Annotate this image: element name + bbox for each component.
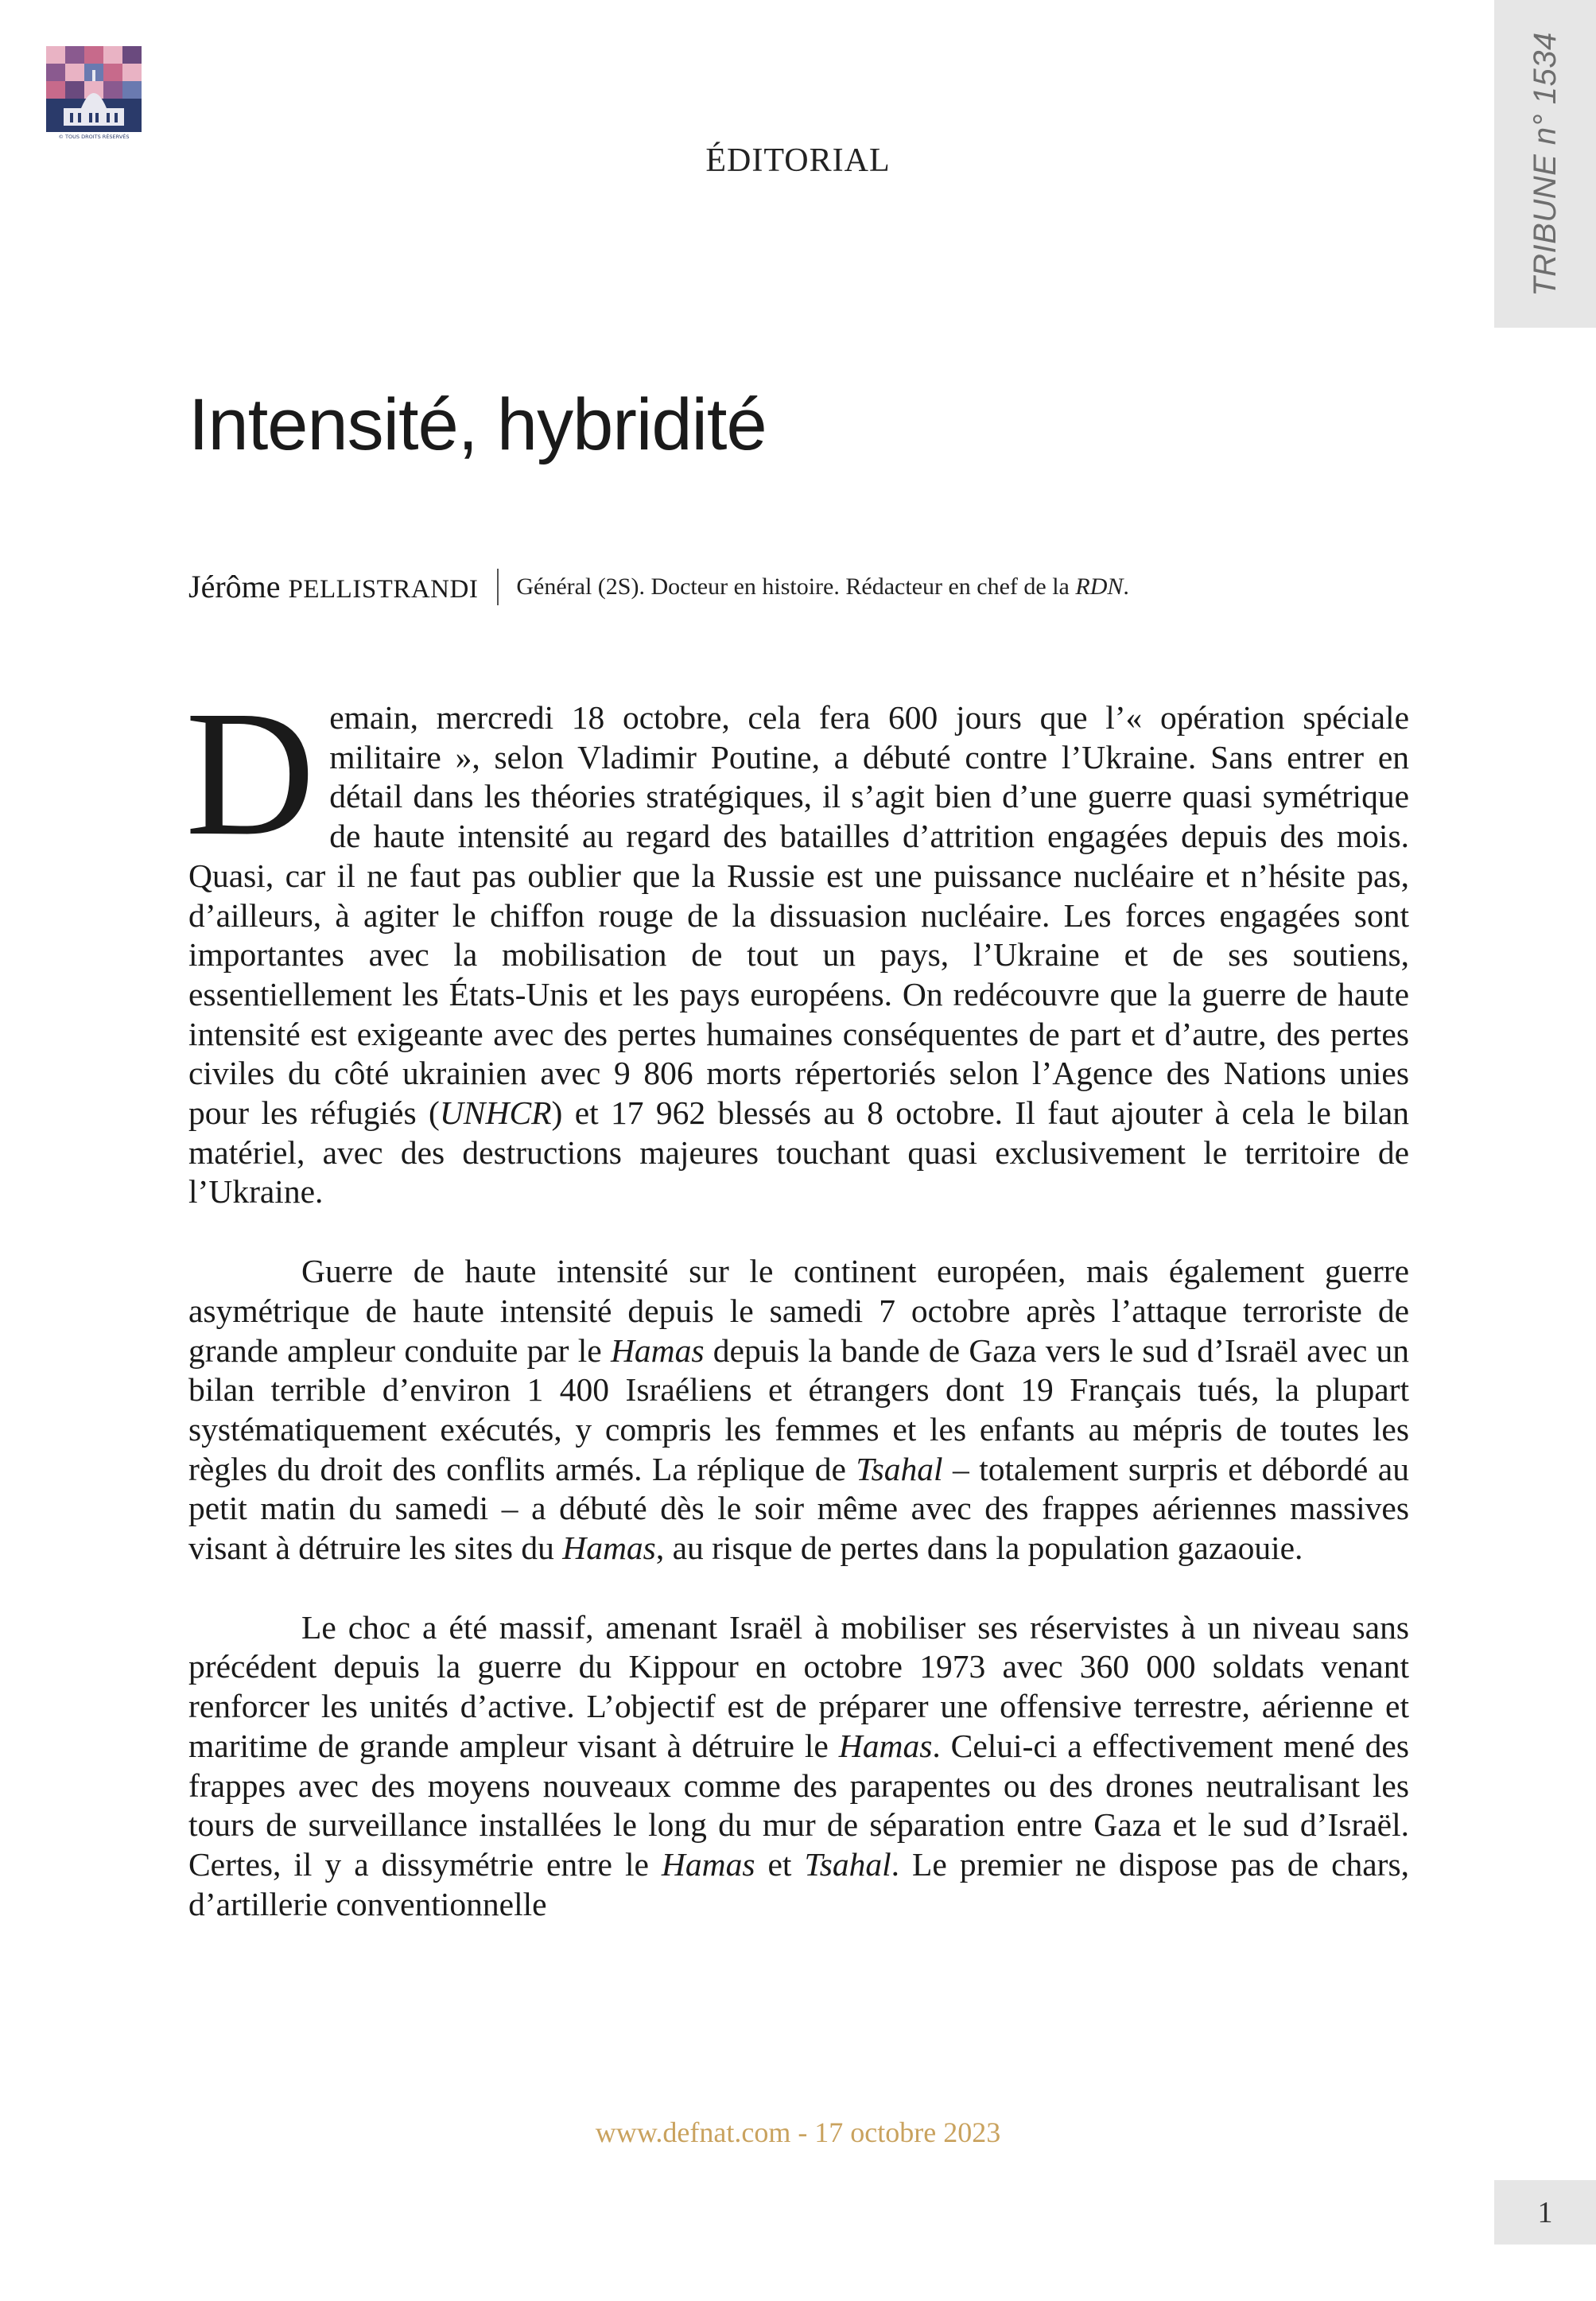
paragraph-2: [188, 1252, 1409, 1568]
article-body: [185, 674, 1410, 1964]
author-bio-journal: RDN: [1075, 573, 1124, 600]
paragraph-2-text-d: , au risque de pertes dans la population gazaouie.: [655, 1529, 1303, 1567]
section-heading: ÉDITORIAL: [705, 142, 891, 179]
paragraph-3-text-c: et: [755, 1845, 805, 1883]
tribune-number: TRIBUNE n° 1534: [1527, 31, 1563, 297]
paragraph-3-text-d: . Le premier ne dispose pas de chars, d’artillerie conventionnelle: [188, 1845, 1410, 1922]
byline-divider: [497, 569, 499, 605]
article-title: Intensité, hybridité: [188, 384, 767, 465]
paragraph-1-text: emain, mercredi 18 octobre, cela fera 600 jours que l’« opération spéciale militaire », selon Vladimir Poutine, a débuté contre l’Ukraine. Sans entrer en détail dans les théories stratégiques, il s’agit bien d’une guerre quasi symétrique de haute intensité au regard des batailles d’attrition engagées depuis des mois. Quasi, car il ne faut pas oublier que la Russie est une puissance nucléaire et n’hésite pas, d’ailleurs, à agiter le chiffon rouge de la dissuasion nucléaire. Les forces engagées sont importantes avec la mobilisation de tout un pays, l’Ukraine et de ses soutiens, essentiellement les États-Unis et les pays européens. On redécouvre que la guerre de haute intensité est exigeante avec des pertes humaines conséquentes de part et d’autre, des pertes civiles du côté ukrainien avec 9 806 morts répertoriés selon l’Agence des Nations unies pour les réfugiés (: [188, 699, 1409, 1132]
svg-text:© TOUS DROITS RÉSERVÉS: © TOUS DROITS RÉSERVÉS: [58, 134, 130, 140]
paragraph-2-text-b: depuis la bande de Gaza vers le sud d’Israël avec un bilan terrible d’environ 1 400 Israéliens et étrangers dont 19 Français tués, la plupart systématiquement exécutés, y compris les femmes et les enfants au mépris de toutes les règles du droit des conflits armés. La réplique de: [188, 1331, 1410, 1487]
paragraph-2-text-c: – totalement surpris et débordé au petit matin du samedi – a débuté dès le soir même avec des frappes aériennes massives visant à détruire les sites du: [188, 1450, 1409, 1567]
author-bio: [516, 573, 1129, 601]
paragraph-2-italic-1: Hamas: [610, 1331, 705, 1369]
paragraph-3: [188, 1608, 1409, 1925]
author-last-name: PELLISTRANDI: [288, 575, 479, 604]
author-bio-end: .: [1123, 573, 1129, 600]
drop-cap: D: [185, 674, 316, 873]
paragraph-1-italic: UNHCR: [439, 1094, 552, 1132]
invalides-dome-icon: [46, 46, 142, 140]
paragraph-3-italic-2: Hamas: [661, 1845, 755, 1883]
author-bio-text: Général (2S). Docteur en histoire. Rédacteur en chef de la: [516, 573, 1076, 600]
paragraph-2-italic-3: Hamas: [562, 1529, 656, 1567]
paragraph-3-text-b: . Celui-ci a effectivement mené des frappes avec des moyens nouveaux comme des parapentes ou des drones neutralisant les tours de surveillance installées le long du mur de séparation entre Gaza et le sud d’Israël. Certes, il y a dissymétrie entre le: [188, 1727, 1409, 1883]
page-number: 1: [1494, 2180, 1596, 2245]
paragraph-3-italic-1: Hamas: [838, 1727, 933, 1764]
paragraph-2-text-a: Guerre de haute intensité sur le continent européen, mais également guerre asymétrique de haute intensité depuis le samedi 7 octobre après l’attaque terroriste de grande ampleur conduite par le: [188, 1253, 1409, 1369]
paragraph-1: [185, 674, 1409, 1212]
author-name: [188, 568, 478, 605]
paragraph-1-end: ) et 17 962 blessés au 8 octobre. Il faut ajouter à cela le bilan matériel, avec des destructions majeures touchant quasi exclusivement le territoire de l’Ukraine.: [188, 1094, 1409, 1211]
footer-url-date: www.defnat.com - 17 octobre 2023: [595, 2116, 1001, 2148]
author-first-name: Jérôme: [188, 569, 289, 604]
paragraph-3-text-a: Le choc a été massif, amenant Israël à mobiliser ses réservistes à un niveau sans précédent depuis la guerre du Kippour en octobre 1973 avec 360 000 soldats venant renforcer les unités d’active. L’objectif est de préparer une offensive terrestre, aérienne et maritime de grande ampleur visant à détruire le: [188, 1608, 1409, 1764]
defnat-logo: [46, 46, 142, 140]
paragraph-2-italic-2: Tsahal: [856, 1450, 943, 1487]
byline: [188, 568, 1129, 605]
paragraph-3-italic-3: Tsahal: [804, 1845, 891, 1883]
